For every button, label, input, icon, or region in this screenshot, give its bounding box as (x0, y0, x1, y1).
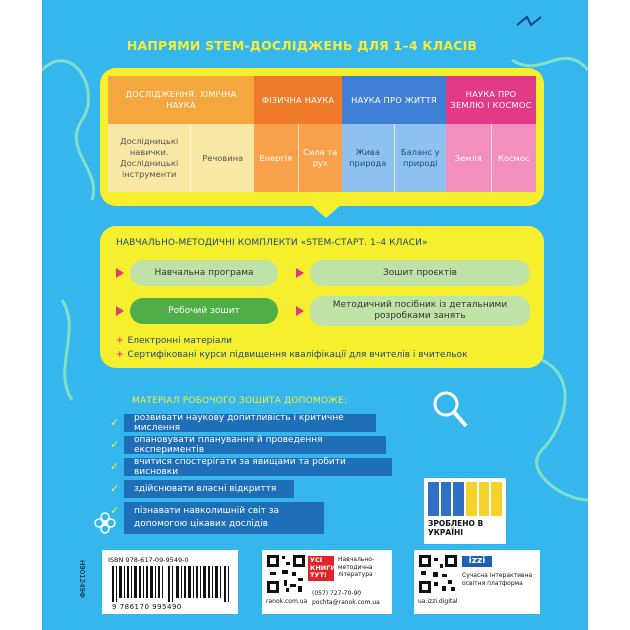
page-title: НАПРЯМИ STEM-ДОСЛІДЖЕНЬ ДЛЯ 1–4 КЛАСІВ (126, 38, 478, 53)
sub-earth: Земля (454, 152, 482, 163)
izzi-logo: izzi (462, 556, 492, 567)
check-icon: ✓ (110, 416, 120, 429)
check-icon: ✓ (110, 482, 120, 495)
ranok-phone: (057) 727-70-90 (312, 590, 362, 597)
qr-code-icon (266, 554, 306, 594)
directions-table (100, 68, 544, 206)
kit-workbook: Робочий зошит (130, 298, 278, 324)
benefits-title: МАТЕРІАЛ РОБОЧОГО ЗОШИТА ДОПОМОЖЕ: (132, 396, 348, 406)
sub-substance: Речовина (190, 124, 254, 192)
benefit-item: здійснювати власні відкриття (124, 480, 294, 498)
kit-project-notebook: Зошит проєктів (310, 260, 530, 286)
back-cover (42, 0, 588, 630)
triangle-bullet-icon (296, 306, 304, 316)
sub-research-skills: Дослідницькі навички. Дослідницькі інструменти (120, 136, 179, 179)
arrow-down-icon (310, 204, 342, 218)
direction-header-chemistry: ДОСЛІДЖЕННЯ. ХІМІЧНА НАУКА (108, 76, 254, 124)
ukraine-flag-icon (428, 482, 502, 516)
direction-header-life: НАУКА ПРО ЖИТТЯ (342, 76, 446, 124)
benefit-item: вчитися спостерігати за явищами та робити висновки (124, 458, 392, 476)
triangle-bullet-icon (296, 268, 304, 278)
benefit-item: опановувати планування й проведення експериментів (124, 436, 386, 454)
kit-program: Навчальна програма (130, 260, 278, 286)
ranok-site: ranok.com.ua (266, 598, 308, 605)
kits-title: НАВЧАЛЬНО-МЕТОДИЧНІ КОМПЛЕКТИ «STEM-СТАРТ. 1–4 КЛАСИ» (116, 238, 428, 248)
extra-courses: + Сертифіковані курси підвищення кваліфікації для вчителів і вчительок (116, 350, 468, 360)
ranok-subtitle: Навчально-методична література (338, 556, 375, 578)
triangle-bullet-icon (116, 268, 124, 278)
magnifier-icon (430, 388, 470, 430)
made-in-ukraine-text: ЗРОБЛЕНО В УКРАЇНІ (428, 519, 484, 537)
check-icon: ✓ (110, 504, 120, 517)
izzi-site: ua.izzi.digital (418, 598, 458, 605)
extra-electronic: + Електронні матеріали (116, 336, 232, 346)
sub-space: Космос (491, 124, 537, 192)
ranok-promo: УСІ КНИГИ ТУТ! (310, 556, 336, 579)
side-code: Н901249Ф (78, 560, 86, 599)
benefit-item: розвивати наукову допитливість і критичне мислення (124, 414, 376, 432)
kits-section (100, 226, 544, 368)
qr-code-icon (418, 554, 458, 594)
sub-energy: Енергія (259, 152, 293, 163)
benefit-item: пізнавати навколишній світ за допомогою цікавих дослідів (124, 502, 324, 534)
sub-force-motion: Сила та рух (298, 124, 343, 192)
izzi-description: Сучасна інтерактивна освітня платформа (462, 572, 533, 587)
check-icon: ✓ (110, 438, 120, 451)
sub-living-nature: Жива природа (349, 147, 387, 168)
kit-methodical-guide: Методичний посібник із детальними розробками занять (310, 296, 530, 326)
check-icon: ✓ (110, 460, 120, 473)
direction-header-physics: ФІЗИЧНА НАУКА (254, 76, 342, 124)
ranok-email: pochta@ranok.com.ua (312, 599, 380, 606)
isbn: ISBN 978-617-09-9549-0 (108, 556, 189, 564)
barcode-number: 9 786170 995490 (112, 603, 182, 611)
sub-balance: Баланс у природі (394, 124, 447, 192)
made-in-ukraine-badge (424, 478, 506, 544)
triangle-bullet-icon (116, 306, 124, 316)
barcode (112, 566, 232, 602)
direction-header-earth: НАУКА ПРО ЗЕМЛЮ І КОСМОС (446, 76, 536, 124)
